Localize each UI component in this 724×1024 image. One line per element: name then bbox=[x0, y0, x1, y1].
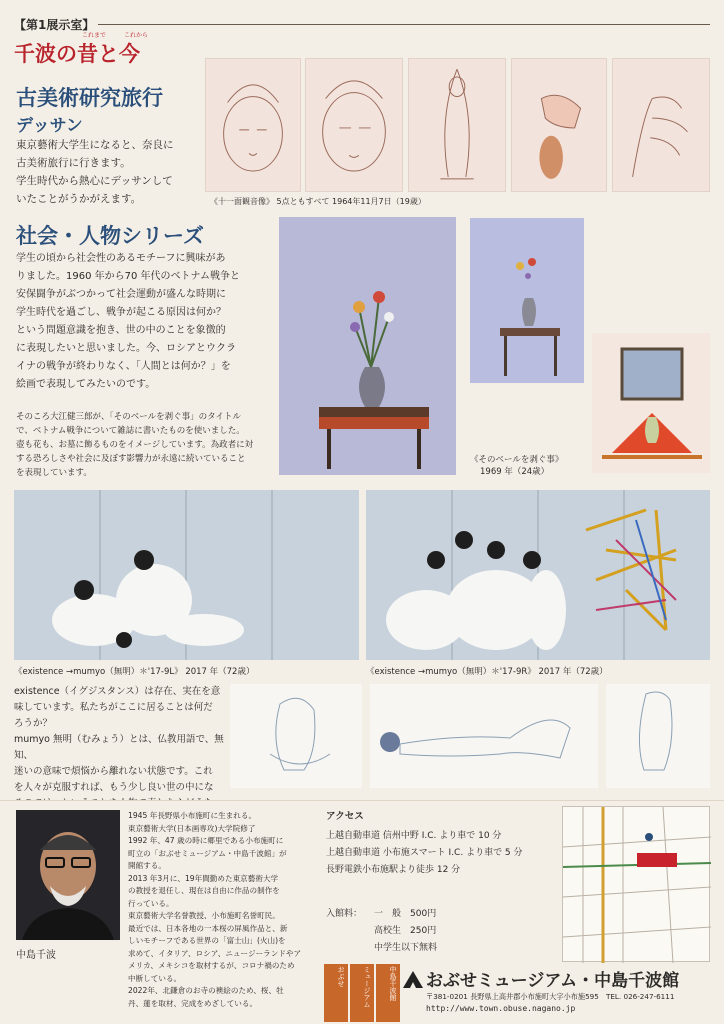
museum-name: おぶせミュージアム・中島千波館 bbox=[426, 971, 680, 991]
sketch-standing-figure bbox=[606, 684, 710, 788]
vertical-logo-2: ミュージアム bbox=[350, 964, 374, 1022]
divider bbox=[98, 24, 710, 25]
admission-rows: 一 般 500円 高校生 250円 中学生以下無料 bbox=[374, 909, 438, 953]
sketch-face-2 bbox=[305, 58, 403, 192]
admission-label: 入館料： bbox=[326, 909, 363, 919]
existence-body: existence（イグジスタンス）は存在、実在を意 味しています。私たちがここに居ることは何だ ろうか？ mumyo 無明（むみょう）とは、仏教用語で、無知、 迷いの意味で煩悩から離れない状態です。これ を人々が克服すれば、もう少し良い世の中にな bbox=[14, 686, 224, 793]
travel-caption: 《十一面観音像》 5点ともすべて 1964年11月7日（19歳） bbox=[210, 197, 426, 206]
painting-veil-main bbox=[279, 217, 456, 475]
society-body: 学生の頃から社会性のあるモチーフに興味があ りました。1960 年から70 年代のベトナム戦争と 安保闘争がぶつかって社会運動が盛んな時期に 学生時代を過ごし、戦争が起こる原因は何か？ という問題意識を抱き、世の中のことを象徴的 に表現したいと思いました。今、ロシアとウクラ イナの戦争が終わりなく、「人間とは何か？」を 絵画で表現してみたいのです。 bbox=[16, 253, 241, 390]
society-heading: 社会・人物シリーズ bbox=[16, 224, 204, 248]
ruby-then: これまで bbox=[82, 32, 107, 39]
access-map bbox=[562, 806, 710, 962]
travel-body: 東京藝術大学生になると、奈良に 古美術旅行に行きます。 学生時代から熱心にデッサンして いたことがうかがえます。 bbox=[16, 139, 174, 205]
sketch-hand-vase bbox=[511, 58, 607, 192]
ruby-now: これから bbox=[124, 32, 149, 39]
painting-veil-study bbox=[470, 218, 584, 383]
veil-caption-date: 1969 年（24歳） bbox=[480, 467, 550, 477]
vertical-logo-1: おぶせ bbox=[324, 964, 348, 1022]
artist-bio: 1945 年長野県小布施町に生まれる。 東京藝術大学(日本画専攻)大学院修了 1992 年、47 歳の時に郷里である小布施町に 町立の「おぶせミュージアム・中島千波館」が 開館する。 2013 年3月に、19年間勤めた東京藝術大学 の教授を退任し、現在は自由に作品の制作を 行っている。 東京藝術大学名誉教授、小布施町名誉町民。 最近では、日本各地の一本桜の屏風作品と、新 しいモチーフである世界の「富士山」(火山)を 求めて、イタリア、ロシア、ニュージーランドやア メリカ、メキシコを取材するが、コロナ禍のため 中断している。 2022年、北鎌倉のお寺の襖絵のため、桜、牡 丹、蓮を取材、完成をめざしている。 bbox=[128, 811, 302, 1008]
section-label: 【第1展示室】 bbox=[14, 18, 95, 32]
painting-window bbox=[592, 333, 710, 473]
sketch-hand bbox=[612, 58, 710, 192]
access-title: アクセス bbox=[326, 811, 364, 822]
painting-existence-right bbox=[366, 490, 710, 660]
artist-photo bbox=[16, 810, 120, 940]
artist-name: 中島千波 bbox=[16, 950, 56, 961]
sketch-statue bbox=[408, 58, 506, 192]
existence-caption-left: 《existence →mumyo（無明）＊'17-9L》 2017 年（72歳） bbox=[14, 667, 255, 677]
vertical-logo-3: 中島千波館 bbox=[376, 964, 400, 1022]
painting-existence-left bbox=[14, 490, 359, 660]
society-note: そのころ大江健三郎が、「そのベールを剥ぐ事」のタイトル で、ベトナム戦争について雑誌に書いたものを使いました。 壺も花も、お墓に飾るものをイメージしています。為政者に対 する恐ろしさや社会に及ぼす影響力が永遠に続いていること を表現しています。 bbox=[16, 412, 254, 478]
page-title: 千波の昔と今 bbox=[14, 42, 140, 66]
museum-address: 〒381-0201 長野県上高井郡小布施町大字小布施595 TEL. 026-247-6111 bbox=[426, 992, 675, 1001]
sketch-seated-figure bbox=[230, 684, 362, 788]
sketch-reclining-figure bbox=[370, 684, 598, 788]
access-lines: 上越自動車道 信州中野 I.C. より車で 10 分 上越自動車道 小布施スマート I.C. より車で 5 分 長野電鉄小布施駅より徒歩 12 分 bbox=[326, 831, 523, 875]
mountain-logo-icon bbox=[402, 968, 424, 990]
travel-heading: 古美術研究旅行 bbox=[16, 86, 163, 110]
sketch-face-1 bbox=[205, 58, 301, 192]
existence-caption-right: 《existence →mumyo（無明）＊'17-9R》 2017 年（72歳） bbox=[366, 667, 608, 677]
travel-subheading: デッサン bbox=[16, 116, 83, 136]
veil-caption-title: 《そのベールを剥ぐ事》 bbox=[470, 455, 564, 465]
museum-url[interactable]: http://www.town.obuse.nagano.jp bbox=[426, 1004, 576, 1013]
